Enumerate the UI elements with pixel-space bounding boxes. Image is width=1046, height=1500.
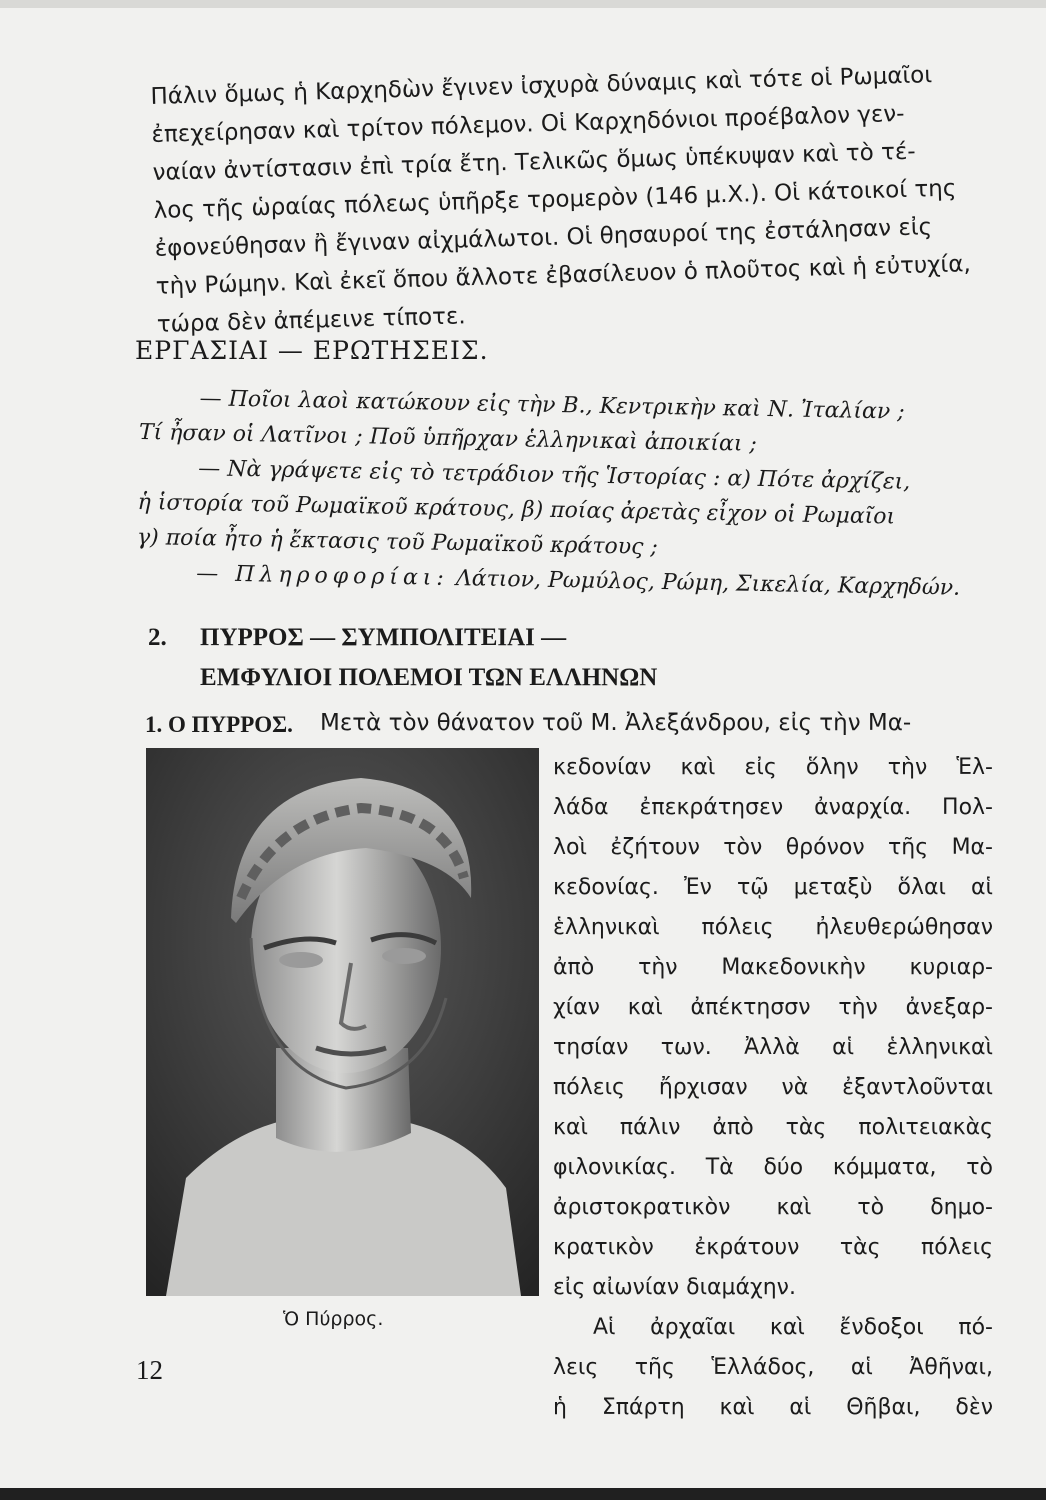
subsection-first-line: Μετὰ τὸν θάνατον τοῦ Μ. Ἀλεξάνδρου, εἰς τὴν Μα- [320,710,912,736]
section-number: 2. [148,624,167,651]
body-line: τησίαν των. Ἀλλὰ αἱ ἑλληνικαὶ [553,1035,993,1060]
page-bottom-edge [0,1488,1046,1500]
intro-line: ἐφονεύθησαν ἢ ἔγιναν αἰχμάλωτοι. Οἱ θησαυροί της ἐστάλησαν εἰς [154,214,933,262]
section-title-line2: ΕΜΦΥΛΙΟΙ ΠΟΛΕΜΟΙ ΤΩΝ ΕΛΛΗΝΩΝ [200,664,658,691]
body-line: λοὶ ἐζήτουν τὸν θρόνον τῆς Μα- [553,835,993,860]
intro-line: Πάλιν ὅμως ἡ Καρχηδὼν ἔγινεν ἰσχυρὰ δύναμις καὶ τότε οἱ Ρωμαῖοι [150,62,933,110]
info-label: — Πληροφορίαι: [196,561,450,591]
body-line: ἑλληνικαὶ πόλεις ἠλευθερώθησαν [553,915,993,940]
body-line: κεδονίαν καὶ εἰς ὅλην τὴν Ἑλ- [553,755,993,780]
info-text: Λάτιον, Ρωμύλος, Ρώμη, Σικελία, Καρχηδών. [455,566,961,601]
intro-line: ἐπεχείρησαν καὶ τρίτον πόλεμον. Οἱ Καρχηδόνιοι προέβαλον γεν- [151,100,905,148]
body-line: ἀριστοκρατικὸν καὶ τὸ δημο- [553,1195,993,1220]
body-line: φιλονικίας. Τὰ δύο κόμματα, τὸ [553,1155,993,1180]
body-text-column [553,748,993,1428]
body-line: κεδονίας. Ἐν τῷ μεταξὺ ὅλαι αἱ [553,875,993,900]
task-line: Τί ἦσαν οἱ Λατῖνοι ; Ποῦ ὑπῆρχαν ἑλληνικαὶ ἀποικίαι ; [138,419,758,457]
tasks-block [136,380,990,606]
pyrrhus-bust-photo [146,748,539,1296]
section-title-line1: ΠΥΡΡΟΣ — ΣΥΜΠΟΛΙΤΕΙΑΙ — [200,624,567,651]
body-line: εἰς αἰωνίαν διαμάχην. [553,1275,796,1300]
page-number: 12 [136,1355,163,1385]
bust-illustration [146,748,539,1296]
body-line: καὶ πάλιν ἀπὸ τὰς πολιτειακὰς [553,1115,993,1140]
tasks-heading: ΕΡΓΑΣΙΑΙ — ΕΡΩΤΗΣΕΙΣ. [135,336,489,365]
subsection-heading: 1. Ο ΠΥΡΡΟΣ. [145,712,293,737]
body-line: λεις τῆς Ἑλλάδος, αἱ Ἀθῆναι, [553,1355,993,1380]
body-line: πόλεις ἤρχισαν νὰ ἐξαντλοῦνται [553,1075,993,1100]
task-line: ἡ ἱστορία τοῦ Ρωμαϊκοῦ κράτους, β) ποίας ἀρετὰς εἶχον οἱ Ρωμαῖοι [137,489,896,530]
body-line: λάδα ἐπεκράτησεν ἀναρχία. Πολ- [553,795,993,820]
body-line: ἀπὸ τὴν Μακεδονικὴν κυριαρ- [553,955,993,980]
intro-line: λος τῆς ὡραίας πόλεως ὑπῆρξε τρομερὸν (146 μ.Χ.). Οἱ κάτοικοί της [153,175,957,224]
body-line: κρατικὸν ἐκράτουν τὰς πόλεις [553,1235,993,1260]
intro-line: τὴν Ρώμην. Καὶ ἐκεῖ ὅπου ἄλλοτε ἐβασίλευον ὁ πλοῦτος καὶ ἡ εὐτυχία, [155,251,972,300]
body-line: Αἱ ἀρχαῖαι καὶ ἔνδοξοι πό- [593,1315,993,1340]
body-line: χίαν καὶ ἀπέκτησσν τὴν ἀνεξαρ- [553,995,993,1020]
page-top-edge [0,0,1046,8]
task-line: γ) ποία ἦτο ἡ ἔκτασις τοῦ Ρωμαϊκοῦ κράτους ; [136,524,659,560]
figure-caption: Ὁ Πύρρος. [283,1308,384,1330]
task-line: — Νὰ γράψετε εἰς τὸ τετράδιον τῆς Ἱστορίας : α) Πότε ἀρχίζει, [198,456,911,495]
intro-paragraph [150,55,997,344]
intro-line: τώρα δὲν ἀπέμεινε τίποτε. [156,303,467,338]
body-line: ἡ Σπάρτη καὶ αἱ Θῆβαι, δὲν [553,1395,993,1420]
task-line: — Ποῖοι λαοὶ κατώκουν εἰς τὴν Β., Κεντρικὴν καὶ Ν. Ἰταλίαν ; [199,386,905,425]
intro-line: ναίαν ἀντίστασιν ἐπὶ τρία ἔτη. Τελικῶς ὅμως ὑπέκυψαν καὶ τὸ τέ- [152,138,916,186]
